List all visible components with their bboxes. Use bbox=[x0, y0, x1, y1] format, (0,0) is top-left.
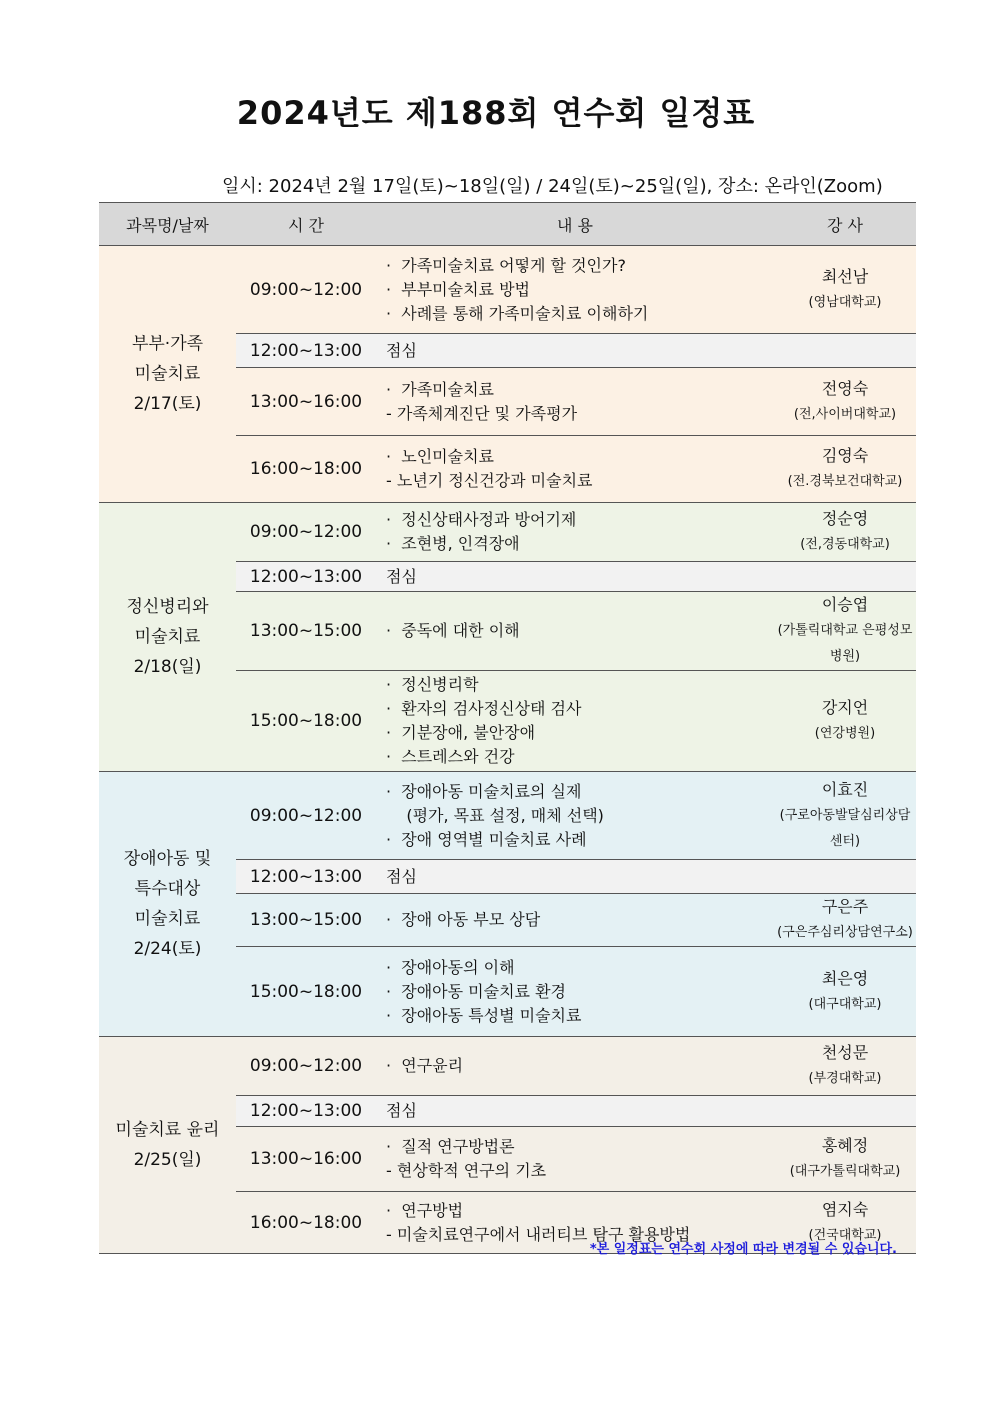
time-cell: 13:00~15:00 bbox=[236, 592, 376, 671]
time-cell: 12:00~13:00 bbox=[236, 562, 376, 592]
session-row bbox=[99, 1037, 916, 1096]
content-cell bbox=[376, 592, 774, 671]
subject-line: 부부·가족 bbox=[131, 334, 204, 354]
instructor-affiliation: (건국대학교) bbox=[808, 1227, 882, 1243]
instructor-cell bbox=[774, 503, 916, 562]
time-cell: 12:00~13:00 bbox=[236, 334, 376, 368]
table-header-row bbox=[99, 203, 916, 246]
subject-line: 미술치료 윤리 bbox=[115, 1120, 220, 1140]
header-content: 내 용 bbox=[376, 203, 774, 246]
content-line: - 현상학적 연구의 기초 bbox=[386, 1161, 547, 1180]
lunch-label: 점심 bbox=[386, 566, 417, 586]
time-cell: 09:00~12:00 bbox=[236, 503, 376, 562]
content-line: · 장애 영역별 미술치료 사례 bbox=[386, 829, 587, 849]
header-instructor: 강 사 bbox=[774, 203, 916, 246]
header-time: 시 간 bbox=[236, 203, 376, 246]
instructor-cell bbox=[774, 368, 916, 436]
instructor-affiliation: (구은주심리상담연구소) bbox=[777, 925, 913, 940]
content-line: · 노인미술치료 bbox=[386, 447, 494, 466]
content-cell bbox=[376, 368, 774, 436]
instructor-affiliation: (전,사이버대학교) bbox=[793, 406, 897, 422]
session-row bbox=[99, 246, 916, 334]
time-cell: 09:00~12:00 bbox=[236, 772, 376, 860]
instructor-affiliation: (대구대학교) bbox=[808, 996, 882, 1012]
instructor-affiliation: (부경대학교) bbox=[808, 1071, 882, 1086]
instructor-affiliation: (연강병원) bbox=[814, 726, 876, 741]
lunch-cell bbox=[376, 860, 916, 894]
content-line: · 연구방법 bbox=[386, 1200, 464, 1220]
content-line: - 노년기 정신건강과 미술치료 bbox=[386, 471, 593, 490]
content-line: · 가족미술치료 어떻게 할 것인가? bbox=[386, 255, 626, 275]
session-row bbox=[99, 772, 916, 860]
content-line: · 장애아동 미술치료의 실제 bbox=[386, 781, 582, 801]
instructor-cell bbox=[774, 1127, 916, 1192]
instructor-name: 강지언 bbox=[821, 698, 869, 717]
content-line: · 가족미술치료 bbox=[386, 379, 494, 399]
page-title: 2024년도 제188회 연수회 일정표 bbox=[236, 94, 756, 132]
instructor-name: 이효진 bbox=[821, 779, 869, 799]
time-cell: 09:00~12:00 bbox=[236, 246, 376, 334]
content-line: · 연구윤리 bbox=[386, 1056, 464, 1075]
time-cell: 09:00~12:00 bbox=[236, 1037, 376, 1096]
subject-line: 미술치료 bbox=[134, 627, 201, 647]
instructor-cell bbox=[774, 894, 916, 947]
content-cell bbox=[376, 894, 774, 947]
time-cell: 16:00~18:00 bbox=[236, 1192, 376, 1254]
instructor-name: 최은영 bbox=[821, 968, 869, 988]
content-line: · 중독에 대한 이해 bbox=[386, 621, 520, 640]
content-line: · 장애 아동 부모 상담 bbox=[386, 910, 541, 929]
content-line: - 미술치료연구에서 내러티브 탐구 활용방법 bbox=[386, 1224, 691, 1244]
instructor-affiliation: (영남대학교) bbox=[808, 294, 882, 310]
content-line: · 장애아동 특성별 미술치료 bbox=[386, 1005, 582, 1025]
time-cell: 15:00~18:00 bbox=[236, 947, 376, 1037]
content-line: (평가, 목표 설정, 매체 선택) bbox=[386, 805, 604, 825]
instructor-name: 이승엽 bbox=[821, 595, 869, 614]
instructor-cell bbox=[774, 671, 916, 772]
time-cell: 15:00~18:00 bbox=[236, 671, 376, 772]
content-cell bbox=[376, 1037, 774, 1096]
lunch-cell bbox=[376, 334, 916, 368]
session-row bbox=[99, 503, 916, 562]
content-line: · 질적 연구방법론 bbox=[386, 1137, 515, 1156]
content-line: · 장애아동의 이해 bbox=[386, 957, 515, 977]
lunch-label: 점심 bbox=[386, 866, 417, 886]
content-line: - 가족체계진단 및 가족평가 bbox=[386, 403, 578, 423]
content-cell bbox=[376, 436, 774, 503]
instructor-affiliation: (가톨릭대학교 은평성모병원) bbox=[777, 623, 913, 664]
subject-line: 특수대상 bbox=[134, 879, 201, 899]
schedule-body bbox=[99, 246, 916, 1254]
instructor-cell bbox=[774, 1037, 916, 1096]
instructor-name: 정순영 bbox=[821, 509, 869, 528]
content-cell bbox=[376, 772, 774, 860]
content-line: · 사례를 통해 가족미술치료 이해하기 bbox=[386, 303, 649, 323]
instructor-affiliation: (전.경북보건대학교) bbox=[787, 474, 903, 489]
subject-cell bbox=[99, 503, 236, 772]
instructor-name: 김영숙 bbox=[821, 446, 869, 465]
content-line: · 기분장애, 불안장애 bbox=[386, 723, 536, 742]
lunch-cell bbox=[376, 562, 916, 592]
time-cell: 13:00~15:00 bbox=[236, 894, 376, 947]
content-line: · 조현병, 인격장애 bbox=[386, 534, 520, 553]
instructor-cell bbox=[774, 772, 916, 860]
content-cell bbox=[376, 671, 774, 772]
subject-line: 정신병리와 bbox=[126, 597, 209, 617]
lunch-label: 점심 bbox=[386, 1101, 417, 1120]
lunch-label: 점심 bbox=[386, 340, 417, 360]
instructor-name: 최선남 bbox=[821, 266, 869, 286]
instructor-affiliation: (전,경동대학교) bbox=[800, 537, 890, 552]
instructor-name: 전영숙 bbox=[821, 378, 869, 398]
content-cell bbox=[376, 947, 774, 1037]
content-cell bbox=[376, 1127, 774, 1192]
content-line: · 스트레스와 건강 bbox=[386, 747, 515, 766]
instructor-cell bbox=[774, 246, 916, 334]
content-line: · 정신상태사정과 방어기제 bbox=[386, 510, 577, 529]
schedule-info: 일시: 2024년 2월 17일(토)~18일(일) / 24일(토)~25일(일), 장소: 온라인(Zoom) bbox=[222, 176, 883, 197]
subject-cell bbox=[99, 772, 236, 1037]
change-notice: *본 일정표는 연수회 사정에 따라 변경될 수 있습니다. bbox=[589, 1242, 897, 1257]
subject-line: 미술치료 bbox=[134, 909, 201, 929]
instructor-cell bbox=[774, 592, 916, 671]
time-cell: 12:00~13:00 bbox=[236, 860, 376, 894]
instructor-name: 염지숙 bbox=[821, 1199, 869, 1219]
content-cell bbox=[376, 503, 774, 562]
instructor-name: 구은주 bbox=[821, 897, 869, 916]
time-cell: 12:00~13:00 bbox=[236, 1096, 376, 1127]
subject-cell bbox=[99, 1037, 236, 1254]
instructor-name: 천성문 bbox=[821, 1043, 869, 1062]
time-cell: 13:00~16:00 bbox=[236, 1127, 376, 1192]
header-subject: 과목명/날짜 bbox=[99, 203, 236, 246]
content-cell bbox=[376, 246, 774, 334]
instructor-name: 홍혜정 bbox=[821, 1136, 869, 1155]
instructor-affiliation: (구로아동발달심리상담센터) bbox=[779, 807, 911, 849]
subject-line: 미술치료 bbox=[134, 364, 201, 384]
instructor-cell bbox=[774, 436, 916, 503]
subject-line: 2/24(토) bbox=[133, 939, 202, 959]
content-line: · 정신병리학 bbox=[386, 675, 479, 694]
subject-line: 2/17(토) bbox=[133, 394, 202, 414]
content-line: · 환자의 검사정신상태 검사 bbox=[386, 699, 582, 718]
schedule-table bbox=[99, 202, 916, 1254]
content-line: · 부부미술치료 방법 bbox=[386, 279, 530, 299]
instructor-affiliation: (대구가톨릭대학교) bbox=[789, 1164, 901, 1179]
subject-line: 2/18(일) bbox=[133, 657, 202, 677]
subject-cell bbox=[99, 246, 236, 503]
subject-line: 2/25(일) bbox=[133, 1150, 202, 1170]
subject-line: 장애아동 및 bbox=[123, 849, 212, 869]
lunch-cell bbox=[376, 1096, 916, 1127]
content-line: · 장애아동 미술치료 환경 bbox=[386, 981, 566, 1001]
time-cell: 13:00~16:00 bbox=[236, 368, 376, 436]
instructor-cell bbox=[774, 947, 916, 1037]
time-cell: 16:00~18:00 bbox=[236, 436, 376, 503]
